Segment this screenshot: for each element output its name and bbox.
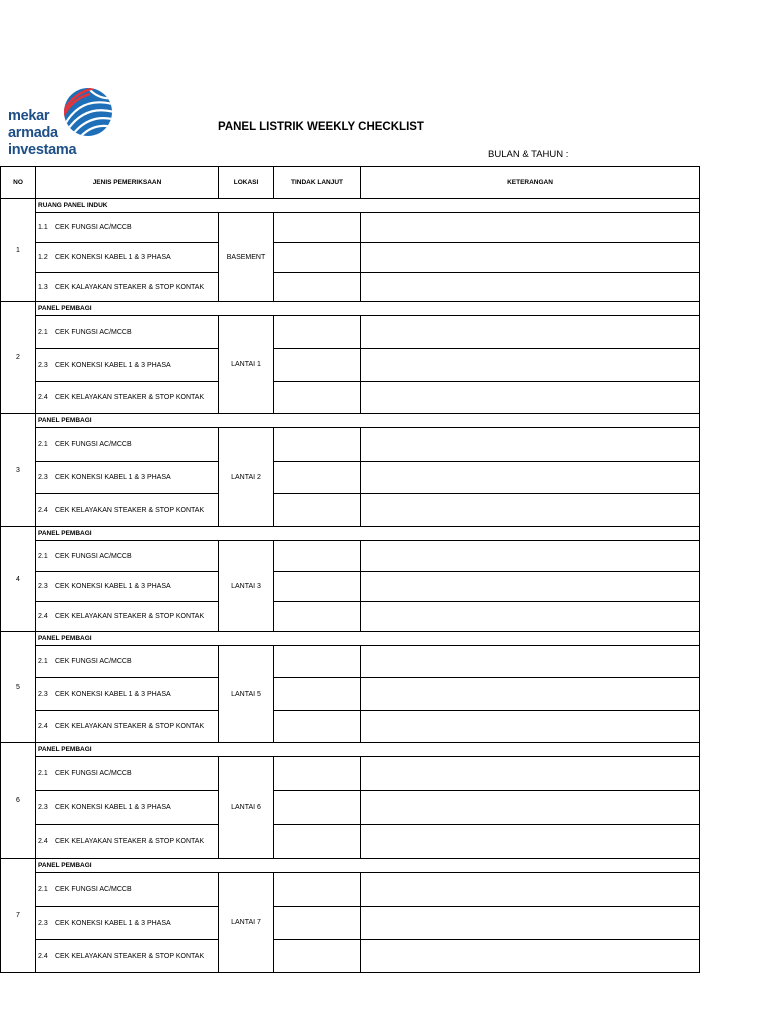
check-item-label: CEK KELAYAKAN STEAKER & STOP KONTAK [55,723,205,730]
keterangan-cell[interactable] [361,572,700,602]
table-row [1,646,700,678]
keterangan-cell[interactable] [361,873,700,907]
section-title: PANEL PEMBAGI [36,414,700,428]
tindak-lanjut-cell[interactable] [274,462,361,494]
check-item-label: CEK KELAYAKAN STEAKER & STOP KONTAK [55,952,205,960]
row-number: 5 [1,632,36,743]
keterangan-cell[interactable] [361,213,700,243]
row-number: 2 [1,302,36,414]
keterangan-cell[interactable] [361,940,700,973]
check-item [36,541,219,572]
check-item [36,757,219,791]
table-row [1,541,700,572]
table-header-row [1,167,700,199]
row-number: 3 [1,414,36,527]
table-row [1,940,700,973]
check-item-label: CEK KELAYAKAN STEAKER & STOP KONTAK [55,838,205,845]
table-row [1,711,700,743]
section-row [1,302,700,316]
tindak-lanjut-cell[interactable] [274,791,361,825]
check-item-label: CEK FUNGSI AC/MCCB [55,328,132,336]
keterangan-cell[interactable] [361,494,700,527]
check-item-label: CEK FUNGSI AC/MCCB [55,770,132,777]
keterangan-cell[interactable] [361,791,700,825]
tindak-lanjut-cell[interactable] [274,273,361,302]
check-item-label: CEK KONEKSI KABEL 1 & 3 PHASA [55,690,171,698]
keterangan-cell[interactable] [361,349,700,382]
check-item-label: CEK KONEKSI KABEL 1 & 3 PHASA [55,583,171,590]
tindak-lanjut-cell[interactable] [274,213,361,243]
check-item [36,873,219,907]
tindak-lanjut-cell[interactable] [274,572,361,602]
check-item-number: 2.4 [38,613,48,620]
check-item-label: CEK KALAYAKAN STEAKER & STOP KONTAK [55,283,205,291]
tindak-lanjut-cell[interactable] [274,602,361,632]
check-item-number: 2.3 [38,804,48,811]
header-keterangan: KETERANGAN [361,167,700,199]
keterangan-cell[interactable] [361,541,700,572]
company-logo [8,86,113,158]
logo-globe-icon [60,86,116,138]
location-cell: LANTAI 1 [219,316,274,414]
period-label: BULAN & TAHUN : [488,149,569,160]
keterangan-cell[interactable] [361,316,700,349]
tindak-lanjut-cell[interactable] [274,940,361,973]
checklist-table [0,166,700,973]
check-item [36,213,219,243]
check-item-label: CEK KELAYAKAN STEAKER & STOP KONTAK [55,394,205,401]
check-item-label: CEK FUNGSI AC/MCCB [55,886,132,893]
tindak-lanjut-cell[interactable] [274,243,361,273]
keterangan-cell[interactable] [361,757,700,791]
header-lokasi: LOKASI [219,167,274,199]
tindak-lanjut-cell[interactable] [274,711,361,743]
keterangan-cell[interactable] [361,602,700,632]
section-row [1,414,700,428]
section-row [1,743,700,757]
keterangan-cell[interactable] [361,428,700,462]
check-item-number: 1.1 [38,224,48,231]
keterangan-cell[interactable] [361,243,700,273]
check-item-number: 2.1 [38,770,48,777]
section-title: PANEL PEMBAGI [36,302,700,316]
check-item-number: 2.3 [38,690,48,698]
keterangan-cell[interactable] [361,711,700,743]
tindak-lanjut-cell[interactable] [274,907,361,940]
check-item-label: CEK KONEKSI KABEL 1 & 3 PHASA [55,254,171,261]
location-cell: LANTAI 5 [219,646,274,743]
tindak-lanjut-cell[interactable] [274,757,361,791]
row-number: 7 [1,859,36,973]
check-item-label: CEK FUNGSI AC/MCCB [55,224,132,231]
table-row [1,462,700,494]
tindak-lanjut-cell[interactable] [274,382,361,414]
check-item [36,825,219,859]
tindak-lanjut-cell[interactable] [274,316,361,349]
check-item-label: CEK FUNGSI AC/MCCB [55,441,132,448]
row-number: 4 [1,527,36,632]
header-no: NO [1,167,36,199]
check-item [36,462,219,494]
tindak-lanjut-cell[interactable] [274,349,361,382]
section-title: PANEL PEMBAGI [36,632,700,646]
keterangan-cell[interactable] [361,382,700,414]
header-jenis: JENIS PEMERIKSAAN [36,167,219,199]
table-row [1,602,700,632]
section-row [1,199,700,213]
check-item-number: 2.4 [38,506,48,514]
keterangan-cell[interactable] [361,273,700,302]
header-tindak-lanjut: TINDAK LANJUT [274,167,361,199]
tindak-lanjut-cell[interactable] [274,428,361,462]
tindak-lanjut-cell[interactable] [274,873,361,907]
tindak-lanjut-cell[interactable] [274,541,361,572]
check-item-number: 1.3 [38,283,48,291]
keterangan-cell[interactable] [361,825,700,859]
check-item-number: 2.1 [38,552,48,560]
check-item-label: CEK KONEKSI KABEL 1 & 3 PHASA [55,804,171,811]
logo-line-1: mekar [8,108,50,124]
check-item [36,316,219,349]
keterangan-cell[interactable] [361,462,700,494]
table-row [1,213,700,243]
check-item-number: 2.1 [38,328,48,336]
check-item-label: CEK FUNGSI AC/MCCB [55,658,132,665]
check-item-label: CEK KELAYAKAN STEAKER & STOP KONTAK [55,613,205,620]
section-title: PANEL PEMBAGI [36,859,700,873]
check-item-number: 2.4 [38,394,48,401]
check-item-number: 2.4 [38,723,48,730]
section-row [1,859,700,873]
tindak-lanjut-cell[interactable] [274,825,361,859]
check-item [36,572,219,602]
location-cell: LANTAI 7 [219,873,274,973]
table-row [1,757,700,791]
check-item [36,711,219,743]
logo-line-2: armada [8,125,58,141]
check-item-label: CEK FUNGSI AC/MCCB [55,552,132,560]
check-item [36,646,219,678]
section-row [1,527,700,541]
table-row [1,316,700,349]
check-item-number: 2.4 [38,952,48,960]
table-row [1,678,700,711]
table-row [1,382,700,414]
check-item-label: CEK KELAYAKAN STEAKER & STOP KONTAK [55,506,205,514]
location-cell: LANTAI 3 [219,541,274,632]
location-cell: BASEMENT [219,213,274,302]
check-item-number: 2.1 [38,658,48,665]
check-item-label: CEK KONEKSI KABEL 1 & 3 PHASA [55,474,171,481]
table-row [1,349,700,382]
row-number: 1 [1,199,36,302]
tindak-lanjut-cell[interactable] [274,678,361,711]
location-cell: LANTAI 2 [219,428,274,527]
check-item-number: 2.3 [38,474,48,481]
table-row [1,791,700,825]
check-item-number: 2.4 [38,838,48,845]
check-item [36,602,219,632]
keterangan-cell[interactable] [361,646,700,678]
check-item [36,678,219,711]
page-title: PANEL LISTRIK WEEKLY CHECKLIST [218,121,424,133]
tindak-lanjut-cell[interactable] [274,646,361,678]
check-item [36,273,219,302]
table-row [1,907,700,940]
check-item [36,791,219,825]
check-item-label: CEK KONEKSI KABEL 1 & 3 PHASA [55,361,171,369]
table-row [1,873,700,907]
table-row [1,243,700,273]
check-item [36,940,219,973]
table-row [1,494,700,527]
check-item-number: 2.1 [38,886,48,893]
check-item-number: 2.3 [38,583,48,590]
row-number: 6 [1,743,36,859]
check-item-number: 1.2 [38,254,48,261]
tindak-lanjut-cell[interactable] [274,494,361,527]
check-item [36,243,219,273]
section-row [1,632,700,646]
check-item [36,428,219,462]
table-row [1,572,700,602]
section-title: PANEL PEMBAGI [36,743,700,757]
keterangan-cell[interactable] [361,678,700,711]
table-row [1,428,700,462]
location-cell: LANTAI 6 [219,757,274,859]
check-item [36,349,219,382]
table-row [1,825,700,859]
check-item-label: CEK KONEKSI KABEL 1 & 3 PHASA [55,919,171,927]
section-title: RUANG PANEL INDUK [36,199,700,213]
check-item [36,494,219,527]
keterangan-cell[interactable] [361,907,700,940]
check-item-number: 2.1 [38,441,48,448]
check-item-number: 2.3 [38,361,48,369]
section-title: PANEL PEMBAGI [36,527,700,541]
table-row [1,273,700,302]
logo-line-3: investama [8,142,77,158]
check-item [36,382,219,414]
checklist-sheet [0,166,768,960]
check-item [36,907,219,940]
check-item-number: 2.3 [38,919,48,927]
